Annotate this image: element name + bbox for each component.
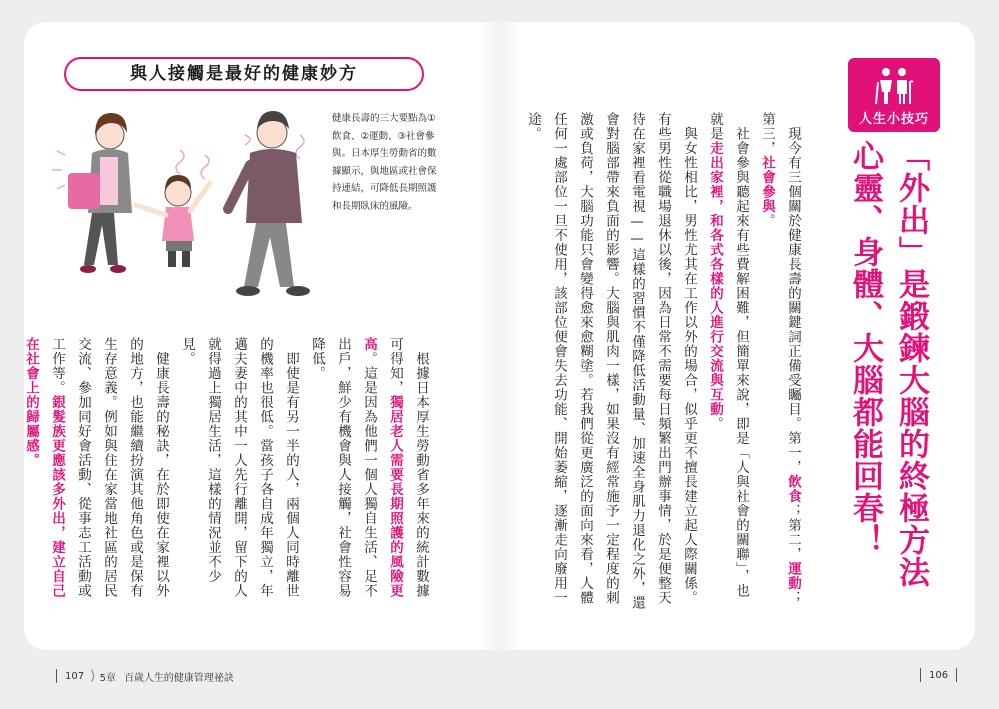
footer-brace: ⟩ — [90, 668, 96, 684]
highlight-text: 銀髮族更應該多外出，建立自己在社會上的歸屬感。 — [23, 337, 65, 598]
body-paragraph — [304, 337, 434, 609]
right-page-footer — [912, 668, 965, 682]
headline-line-1: 「外出」是鍛鍊大腦的終極方法 — [893, 140, 929, 588]
chapter-title: 百歲人生的健康管理祕訣 — [123, 672, 234, 684]
body-paragraph — [520, 112, 702, 610]
highlight-text: 走出家裡，和各式各樣的人進行交流與互動 — [707, 141, 723, 417]
body-text-segment: 。這是因為他們一個人獨自生活、足不出戶，鮮少有機會與人接觸，社會性容易降低。 — [309, 337, 377, 598]
body-paragraph — [174, 337, 304, 609]
body-text-segment: ；第二， — [785, 503, 801, 562]
body-text-segment: 社會參與聽起來有些費解困難，但簡單來說，即是「人與社會的關聯」，也就是 — [707, 112, 749, 599]
section-title: 與人接觸是最好的健康妙方 — [64, 57, 424, 91]
badge-label: 人生小技巧 — [858, 112, 929, 127]
family-walking-illustration — [40, 95, 330, 325]
body-text-segment: 現今有三個關於健康長壽的關鍵詞正備受矚目。第一， — [785, 126, 801, 475]
life-tip-badge — [848, 58, 940, 132]
body-paragraph — [702, 112, 754, 610]
left-body-text — [23, 337, 434, 609]
elderly-couple-icon — [874, 66, 914, 106]
chapter-number: 5章 — [99, 672, 116, 684]
body-text-segment: 健康長壽的秘訣，在於即使在家裡以外的地方，也能繼續扮演其他角色或是保有生存意義。例如與住在家當地社區的居民交流、參加同好會活動、從事志工活動或工作等。 — [49, 337, 169, 598]
highlight-text: 社會參與 — [759, 155, 775, 214]
page-headline — [842, 140, 934, 588]
body-text-segment: 與女性相比，男性尤其在工作以外的場合，似乎更不擅長建立起人際關係。有些男性從職場退休以後，因為日常不需要每日頻繁出門辦事情，於是便整天待在家裡看電視——這樣的習慣不僅降低活動量、加速全身肌力退化之外，還會對腦部帶來負面的影響。大腦與肌肉一樣，如果沒有經常施予一定程度的刺激或負荷，大腦功能只會變得愈來愈糊塗。若我們從更廣泛的面向來看，人體任何一處部位一旦不使用，該部位便會失去功能、開始萎縮，逐漸走向廢用一途。 — [525, 112, 697, 610]
page-gutter — [478, 22, 522, 650]
highlight-text: 飲食 — [785, 474, 801, 504]
left-page-footer — [56, 668, 234, 684]
right-body-text — [525, 112, 806, 610]
body-paragraph — [754, 112, 806, 610]
page-number-left: 107 — [65, 670, 85, 682]
illustration-caption: 健康長壽的三大要點為①飲食、②運動、③社會參與。日本厚生勞動省的數據顯示，與地區或社會保持連結，可降低長期照護和長期臥床的風險。 — [332, 113, 437, 212]
body-text-segment: ；第三， — [759, 112, 801, 605]
footer-divider — [920, 668, 921, 682]
body-text-segment: 。 — [759, 213, 775, 228]
body-text-segment: 。 — [707, 416, 723, 431]
footer-divider — [956, 668, 957, 682]
body-text-segment: 根據日本厚生勞動省多年來的統計數據可得知， — [387, 337, 429, 598]
page-number-right: 106 — [929, 669, 949, 681]
highlight-text: 獨居老人需要長期照護的風險更高 — [361, 337, 403, 598]
highlight-text: 運動 — [785, 561, 801, 591]
body-text-segment: 即使是有另一半的人，兩個人同時離世的機率也很低。當孩子各自成年獨立，年邁夫妻中的其中一人先行離開，留下的人就得過上獨居生活，這樣的情況並不少見。 — [179, 337, 299, 598]
headline-line-2: 心靈、身體、大腦都能回春！ — [847, 140, 883, 556]
footer-divider — [56, 669, 57, 683]
body-paragraph — [18, 337, 174, 609]
